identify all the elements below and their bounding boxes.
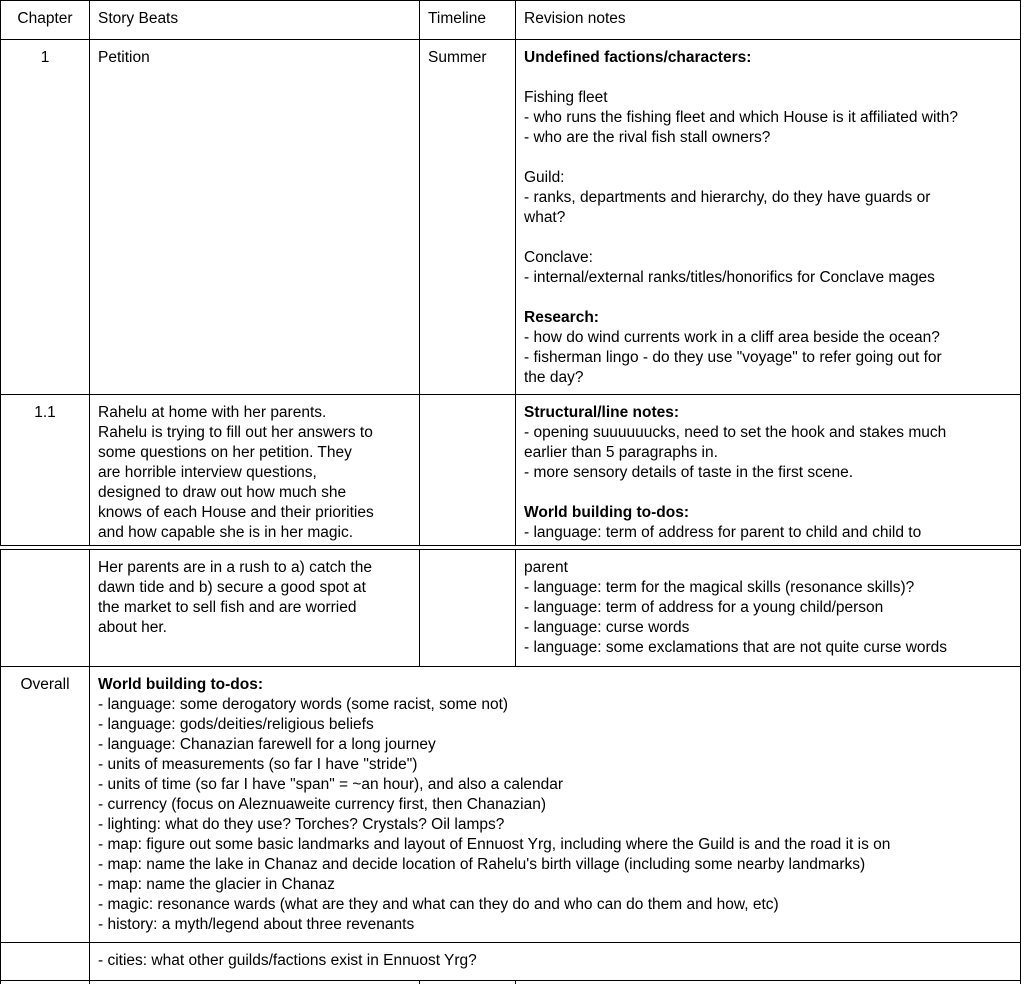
note-line: - how do wind currents work in a cliff area beside the ocean?: [524, 329, 940, 346]
story-line: Rahelu at home with her parents.: [98, 404, 327, 421]
note-line: - currency (focus on Aleznuaweite currency first, then Chanazian): [98, 796, 546, 813]
note-line: - units of measurements (so far I have "stride"): [98, 756, 418, 773]
story-line: Her parents are in a rush to a) catch the: [98, 559, 372, 576]
story-line: about her.: [98, 619, 167, 636]
note-line: - units of time (so far I have "span" = ~an hour), and also a calendar: [98, 776, 564, 793]
story-beats-cell: [89, 395, 419, 545]
overall-notes-cell: [89, 667, 1021, 942]
note-line: - more sensory details of taste in the first scene.: [524, 464, 854, 481]
table-border: [0, 545, 1021, 546]
note-line: - ranks, departments and hierarchy, do they have guards or: [524, 189, 931, 206]
note-line: - language: term of address for a young child/person: [524, 599, 884, 616]
note-line: - language: curse words: [524, 619, 690, 636]
note-line: - internal/external ranks/titles/honorifics for Conclave mages: [524, 269, 935, 286]
timeline-cell: Summer: [419, 40, 515, 394]
header-revision-notes: Revision notes: [515, 1, 1021, 39]
note-line: - cities: what other guilds/factions exist in Ennuost Yrg?: [98, 952, 477, 969]
note-line: - history: a myth/legend about three revenants: [98, 916, 415, 933]
note-line: - language: term of address for parent to child and child to: [524, 524, 922, 541]
notes-heading: Undefined factions/characters:: [524, 49, 752, 66]
note-line: the day?: [524, 369, 584, 386]
story-beats-cell: [89, 550, 419, 666]
note-line: - magic: resonance wards (what are they and what can they do and who can do them and how, etc): [98, 896, 779, 913]
story-line: designed to draw out how much she: [98, 484, 347, 501]
note-line: - map: name the glacier in Chanaz: [98, 876, 335, 893]
note-line: - language: Chanazian farewell for a long journey: [98, 736, 436, 753]
chapter-cell: 1.1: [0, 395, 89, 545]
story-line: some questions on her petition. They: [98, 444, 352, 461]
timeline-cell: [419, 550, 515, 666]
revision-notes-cell: [515, 40, 1021, 394]
notes-subheading: Guild:: [524, 169, 565, 186]
table-row: [0, 667, 1024, 942]
note-line: parent: [524, 559, 568, 576]
story-beats-cell: Petition: [89, 40, 419, 394]
revision-notes-cell: [515, 395, 1021, 545]
note-line: - opening suuuuuucks, need to set the hook and stakes much: [524, 424, 947, 441]
story-line: the market to sell fish and are worried: [98, 599, 357, 616]
note-line: earlier than 5 paragraphs in.: [524, 444, 718, 461]
note-line: - fisherman lingo - do they use "voyage" to refer going out for: [524, 349, 942, 366]
revision-notes-cell: [515, 550, 1021, 666]
chapter-cell: 1: [0, 40, 89, 394]
note-line: - language: some exclamations that are not quite curse words: [524, 639, 948, 656]
note-line: - language: gods/deities/religious beliefs: [98, 716, 374, 733]
story-line: are horrible interview questions,: [98, 464, 317, 481]
story-line: knows of each House and their priorities: [98, 504, 374, 521]
note-line: - who runs the fishing fleet and which House is it affiliated with?: [524, 109, 958, 126]
notes-heading: World building to-dos:: [524, 504, 690, 521]
story-line: dawn tide and b) secure a good spot at: [98, 579, 366, 596]
notes-heading: World building to-dos:: [98, 676, 264, 693]
chapter-cell: Overall: [0, 667, 89, 942]
table-row: [0, 550, 1024, 666]
note-line: - language: some derogatory words (some racist, some not): [98, 696, 509, 713]
table-row: [0, 395, 1024, 545]
note-line: - language: term for the magical skills (resonance skills)?: [524, 579, 915, 596]
note-line: - lighting: what do they use? Torches? Crystals? Oil lamps?: [98, 816, 505, 833]
note-line: - who are the rival fish stall owners?: [524, 129, 771, 146]
timeline-cell: [419, 395, 515, 545]
story-line: and how capable she is in her magic.: [98, 524, 354, 541]
story-line: Rahelu is trying to fill out her answers to: [98, 424, 373, 441]
header-story-beats: Story Beats: [89, 1, 419, 39]
note-line: - map: figure out some basic landmarks and layout of Ennuost Yrg, including where the Guild is and the road it is on: [98, 836, 891, 853]
overall-notes-cell: [89, 943, 1021, 980]
chapter-cell: [0, 550, 89, 666]
note-line: what?: [524, 209, 566, 226]
notes-heading: Research:: [524, 309, 599, 326]
notes-heading: Structural/line notes:: [524, 404, 680, 421]
table-row: [0, 943, 1024, 980]
header-row: [0, 1, 1024, 39]
table-row: [0, 40, 1024, 394]
notes-subheading: Conclave:: [524, 249, 593, 266]
note-line: - map: name the lake in Chanaz and decide location of Rahelu's birth village (including some nearby landmarks): [98, 856, 866, 873]
header-chapter: Chapter: [0, 1, 89, 39]
notes-subheading: Fishing fleet: [524, 89, 608, 106]
chapter-cell: [0, 943, 89, 980]
header-timeline: Timeline: [419, 1, 515, 39]
